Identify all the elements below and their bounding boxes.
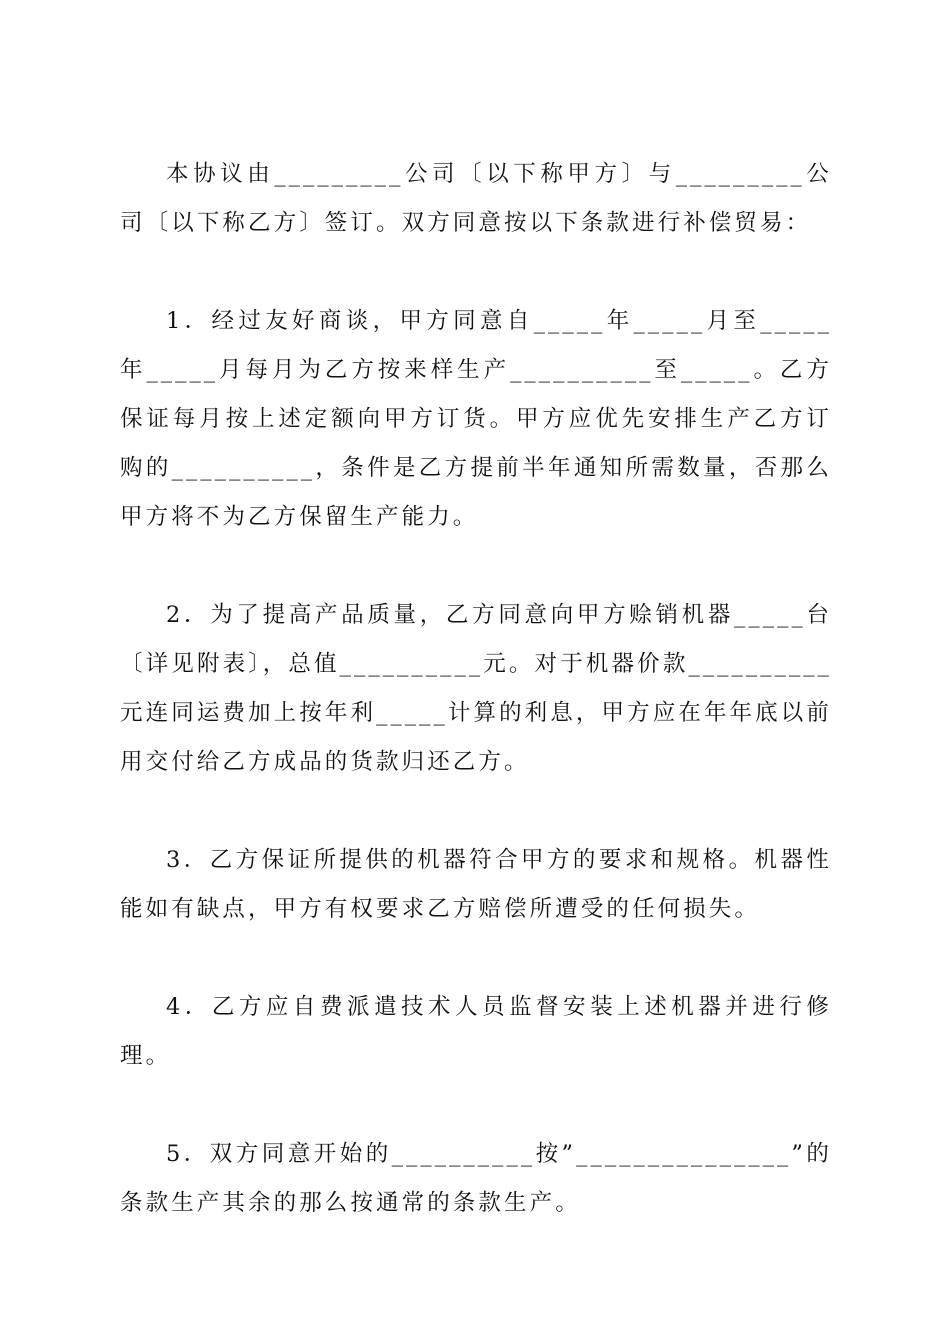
paragraph-spacer <box>120 248 832 297</box>
intro-paragraph: 本协议由_________公司〔以下称甲方〕与_________公司〔以下称乙方〕签订。双方同意按以下条款进行补偿贸易： <box>120 161 832 236</box>
clause-1-paragraph: 1．经过友好商谈，甲方同意自_____年_____月至_____年_____月每月为乙方按来样生产__________至_____。乙方保证每月按上述定额向甲方订货。甲方应优先安排生产乙方订购的__________，条件是乙方提前半年通知所需数量，否那么甲方将不为乙方保留生产能力。 <box>120 308 832 530</box>
clause-5-paragraph: 5．双方同意开始的__________按”_______________”的条款生产其余的那么按通常的条款生产。 <box>120 1141 832 1216</box>
paragraph-spacer <box>120 1081 832 1130</box>
paragraph-spacer <box>120 934 832 983</box>
clause-4-paragraph: 4．乙方应自费派遣技术人员监督安装上述机器并进行修理。 <box>120 994 832 1069</box>
clause-2-paragraph: 2．为了提高产品质量，乙方同意向甲方赊销机器_____台〔详见附表〕，总值__________元。对于机器价款__________元连同运费加上按年利_____计算的利息，甲方应在年年底以前用交付给乙方成品的货款归还乙方。 <box>120 602 832 775</box>
paragraph-spacer <box>120 787 832 836</box>
clause-3-paragraph: 3．乙方保证所提供的机器符合甲方的要求和规格。机器性能如有缺点，甲方有权要求乙方赔偿所遭受的任何损失。 <box>120 847 832 922</box>
paragraph-spacer <box>120 542 832 591</box>
document-page <box>120 150 832 1228</box>
